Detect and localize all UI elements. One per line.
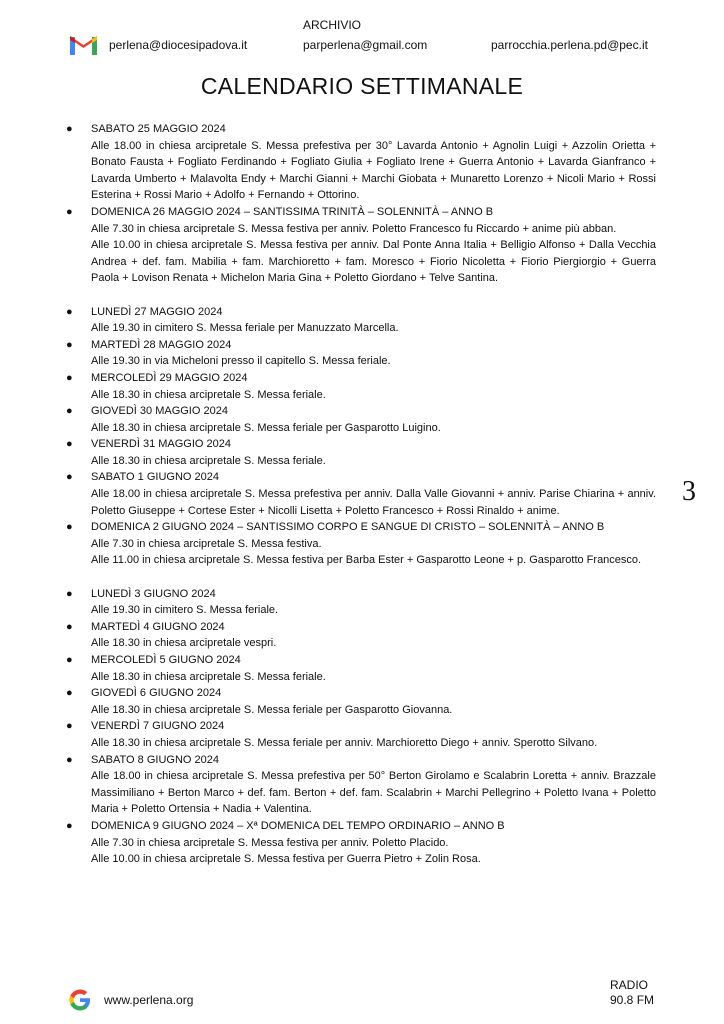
bullet-icon: ●	[66, 405, 73, 418]
bullet-icon: ●	[66, 371, 73, 384]
email-pec[interactable]: parrocchia.perlena.pd@pec.it	[491, 38, 648, 52]
entry-line: Alle 11.00 in chiesa arcipretale S. Messa festiva per Barba Ester + Gasparotto Leone + p. Gasparotto Francesco.	[91, 554, 642, 567]
spacer	[91, 287, 656, 304]
list-item	[66, 121, 656, 204]
page-number: 3	[682, 476, 696, 507]
entry-line: Alle 7.30 in chiesa arcipretale S. Messa festiva per anniv. Poletto Francesco fu Riccardo + anime più abban.	[91, 222, 617, 235]
entry-line: Alle 18.30 in chiesa arcipretale S. Messa feriale.	[91, 388, 326, 401]
bullet-icon: ●	[66, 305, 73, 318]
entry-day: DOMENICA 26 MAGGIO 2024 – SANTISSIMA TRINITÀ – SOLENNITÀ – ANNO B	[91, 205, 494, 218]
bullet-icon: ●	[66, 521, 73, 534]
bullet-icon: ●	[66, 123, 73, 135]
entry-line: Alle 7.30 in chiesa arcipretale S. Messa festiva per anniv. Poletto Placido.	[91, 836, 449, 849]
radio-info	[610, 978, 654, 1008]
list-item	[66, 718, 656, 751]
entry-line: Alle 18.30 in chiesa arcipretale S. Messa feriale per Gasparotto Luigino.	[91, 421, 441, 434]
entry-day: MARTEDÌ 4 GIUGNO 2024	[91, 620, 225, 633]
entry-day: MERCOLEDÌ 5 GIUGNO 2024	[91, 654, 241, 666]
bullet-icon: ●	[66, 587, 73, 600]
entry-day: MARTEDÌ 28 MAGGIO 2024	[91, 338, 232, 351]
entry-line: Alle 7.30 in chiesa arcipretale S. Messa festiva.	[91, 537, 322, 550]
bullet-icon: ●	[66, 205, 73, 218]
bullet-icon: ●	[66, 720, 73, 733]
entry-day: DOMENICA 9 GIUGNO 2024 – Xª DOMENICA DEL TEMPO ORDINARIO – ANNO B	[91, 819, 505, 832]
page-title: CALENDARIO SETTIMANALE	[200, 73, 524, 99]
list-item	[66, 304, 656, 337]
entry-day: SABATO 1 GIUGNO 2024	[91, 471, 219, 484]
google-icon	[69, 989, 91, 1011]
entry-day: VENERDÌ 31 MAGGIO 2024	[91, 438, 231, 451]
list-item	[66, 619, 656, 652]
entry-line: Alle 19.30 in via Micheloni presso il capitello S. Messa feriale.	[91, 355, 391, 368]
list-item	[66, 685, 656, 718]
bullet-icon: ●	[66, 338, 73, 351]
list-item	[66, 652, 656, 685]
list-item	[66, 436, 656, 469]
entry-line: Alle 10.00 in chiesa arcipretale S. Messa festiva per Guerra Pietro + Zolin Rosa.	[91, 853, 481, 866]
entry-day: SABATO 8 GIUGNO 2024	[91, 753, 219, 766]
entry-day: GIOVEDÌ 6 GIUGNO 2024	[91, 687, 222, 700]
list-item	[66, 370, 656, 403]
list-item	[66, 586, 656, 619]
list-item	[66, 818, 656, 868]
entry-day: MERCOLEDÌ 29 MAGGIO 2024	[91, 371, 248, 384]
entry-day: SABATO 25 MAGGIO 2024	[91, 123, 226, 135]
bullet-icon: ●	[66, 471, 73, 484]
entry-day: VENERDÌ 7 GIUGNO 2024	[91, 720, 225, 733]
entry-day: GIOVEDÌ 30 MAGGIO 2024	[91, 405, 228, 418]
bullet-icon: ●	[66, 438, 73, 451]
entry-day: LUNEDÌ 3 GIUGNO 2024	[91, 587, 216, 600]
entry-line: Alle 18.00 in chiesa arcipretale S. Messa prefestiva per 30° Lavarda Antonio + Agnolin Luigi + Azzolin Orietta + Bonato Fausta + Fogliato Ferdinando + Fogliato Giulia + Fogliato Irene + Guerra Antonio + Lavarda Gianfranco + Lavarda Umberto + Malavolta Endy + Marchi Gianni + Marchi Giobata + Munaretto Lorenzo + Nicoli Mario + Rossi Esterina + Rossi Mario + Adolfo + Fernando + Ottorino.	[91, 139, 656, 202]
entry-line: Alle 19.30 in cimitero S. Messa feriale.	[91, 604, 279, 617]
entry-line: Alle 10.00 in chiesa arcipretale S. Messa festiva per anniv. Dal Ponte Anna Italia + Belligio Alfonso + Dalla Vecchia Andrea + def. fam. Mabilia + fam. Marchioretto + fam. Moresco + Fiorio Nicoletta + Fiorio Piergiorgio + Guerra Paola + Lovison Renata + Michelon Maria Gina + Poletto Giordano + Telve Santina.	[91, 239, 656, 285]
entry-day: DOMENICA 2 GIUGNO 2024 – SANTISSIMO CORPO E SANGUE DI CRISTO – SOLENNITÀ – ANNO B	[91, 521, 605, 534]
entry-line: Alle 18.00 in chiesa arcipretale S. Messa prefestiva per 50° Berton Girolamo e Scalabrin Loretta + anniv. Brazzale Massimiliano + Berton Marco + def. fam. Berton + def. fam. Scalabrin + Marchi Pellegrino + Poletto Ivana + Poletto Maria + Poletto Ortensia + Nadia + Valentina.	[91, 770, 656, 816]
bullet-icon: ●	[66, 654, 73, 666]
list-item	[66, 752, 656, 818]
archivio-label: ARCHIVIO	[303, 18, 362, 32]
radio-label: RADIO	[610, 978, 649, 992]
entry-line: Alle 18.30 in chiesa arcipretale S. Messa feriale per anniv. Marchioretto Diego + anniv. Sperotto Silvano.	[91, 736, 598, 749]
calendar-list	[66, 121, 656, 868]
entry-line: Alle 18.00 in chiesa arcipretale S. Messa prefestiva per anniv. Dalla Valle Giovanni + anniv. Parise Chiarina + anniv. Poletto Giuseppe + Cortese Ester + Nicolli Lisetta + Poletto Francesco + Rossi Rinaldo + anime.	[91, 488, 656, 517]
list-item	[66, 337, 656, 370]
entry-line: Alle 18.30 in chiesa arcipretale S. Messa feriale.	[91, 670, 326, 683]
list-item	[66, 403, 656, 436]
list-item	[66, 204, 656, 287]
list-item	[66, 469, 656, 519]
website-link[interactable]: www.perlena.org	[104, 993, 194, 1007]
entry-day: LUNEDÌ 27 MAGGIO 2024	[91, 305, 223, 318]
entry-line: Alle 18.30 in chiesa arcipretale S. Messa feriale.	[91, 454, 326, 467]
entry-line: Alle 18.30 in chiesa arcipretale S. Messa feriale per Gasparotto Giovanna.	[91, 703, 453, 716]
list-item	[66, 519, 656, 569]
spacer	[91, 569, 656, 586]
entry-line: Alle 19.30 in cimitero S. Messa feriale per Manuzzato Marcella.	[91, 322, 399, 335]
email-diocesi[interactable]: perlena@diocesipadova.it	[109, 38, 248, 52]
gmail-icon	[70, 35, 97, 55]
bullet-icon: ●	[66, 620, 73, 633]
entry-line: Alle 18.30 in chiesa arcipretale vespri.	[91, 637, 277, 650]
radio-frequency: 90.8 FM	[610, 993, 655, 1007]
bullet-icon: ●	[66, 753, 73, 766]
bullet-icon: ●	[66, 687, 73, 700]
email-gmail[interactable]: parperlena@gmail.com	[303, 38, 428, 52]
bullet-icon: ●	[66, 819, 73, 832]
